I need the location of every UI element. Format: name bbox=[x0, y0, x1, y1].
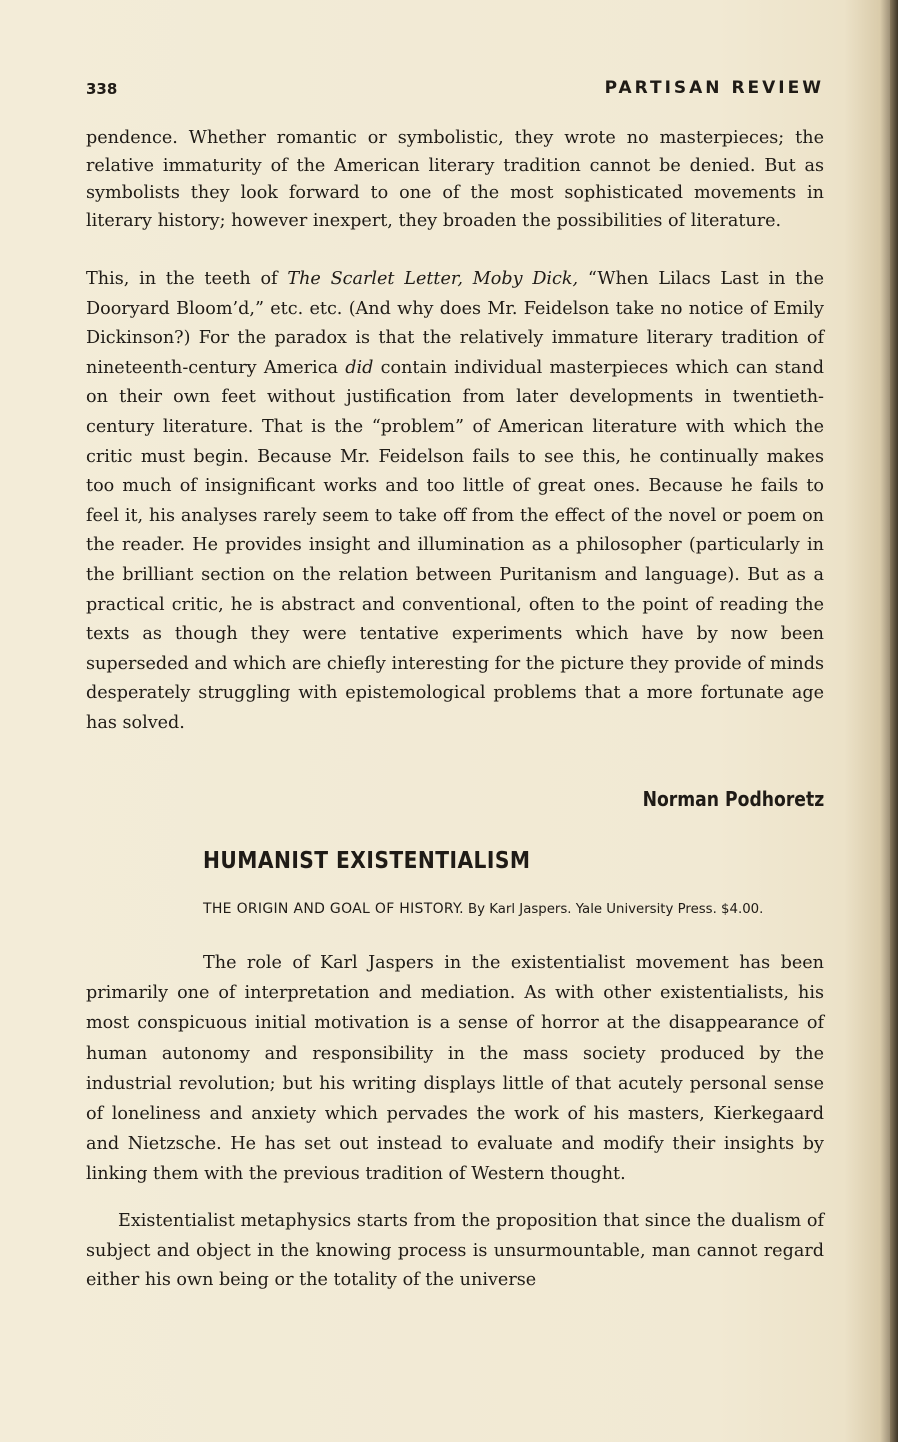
paragraph-text: contain individual masterpieces which can stand on their own feet without justification from later developments in twentieth-century literature. That is the “problem” of American literature with which the critic must begin. Because Mr. Feidelson fails to see this, he continually makes too much of insignificant works and too little of great ones. Because he fails to feel it, his analyses rarely seem to take off from the effect of the novel or poem on the reader. He provides insight and illumination as a philosopher (particularly in the brilliant section on the relation between Puritanism and language). But as a practical critic, he is abstract and conventional, often to the point of reading the texts as though they were tentative experiments which have by now been superseded and which are chiefly interesting for the picture they provide of minds desperately struggling with epistemological problems that a more fortunate age has solved. bbox=[86, 357, 824, 733]
paragraph-review-continued: Existentialist metaphysics starts from the proposition that since the dualism of subject and object in the knowing process is unsurmountable, man cannot regard either his own being or the totality of the universe bbox=[86, 1211, 824, 1291]
page-gutter-shadow bbox=[890, 0, 898, 1442]
book-citation bbox=[203, 900, 823, 919]
review-heading: HUMANIST EXISTENTIALISM bbox=[203, 848, 531, 874]
italic-book-titles: The Scarlet Letter, Moby Dick, bbox=[287, 269, 579, 289]
italic-emphasis: did bbox=[345, 357, 374, 378]
reviewer-signature: Norman Podhoretz bbox=[642, 787, 824, 811]
paragraph-text: “When Lilacs Last in the Dooryard Bloom’d,” etc. etc. (And why does Mr. Feidelson take no notice of Emily Dickinson?) For the paradox is that the relatively immature literary tradition of nineteenth-century America bbox=[86, 269, 824, 378]
book-title: THE ORIGIN AND GOAL OF HISTORY. bbox=[203, 901, 464, 917]
page-number: 338 bbox=[86, 80, 118, 98]
paragraph-text: This, in the teeth of bbox=[86, 269, 288, 289]
paragraph-continued: pendence. Whether romantic or symbolistic, they wrote no masterpieces; the relative immaturity of the American literary tradition cannot be denied. But as symbolists they look forward to one of the most sophisticated movements in literary history; however inexpert, they broaden the possibilities of literature. bbox=[86, 128, 824, 231]
paragraph-review-opening: The role of Karl Jaspers in the existentialist movement has been primarily one of interpretation and mediation. As with other existentialists, his most conspicuous initial motivation is a sense of horror at the disappearance of human autonomy and responsibility in the mass society produced by the industrial revolution; but his writing displays little of that acutely personal sense of loneliness and anxiety which pervades the work of his masters, Kierkegaard and Nietzsche. He has set out instead to evaluate and modify their insights by linking them with the previous tradition of Western thought. bbox=[86, 953, 824, 1185]
journal-title: PARTISAN REVIEW bbox=[604, 78, 824, 98]
paragraph-critique bbox=[86, 265, 824, 739]
book-details: By Karl Jaspers. Yale University Press. $4.00. bbox=[463, 902, 764, 917]
running-head bbox=[86, 78, 824, 102]
